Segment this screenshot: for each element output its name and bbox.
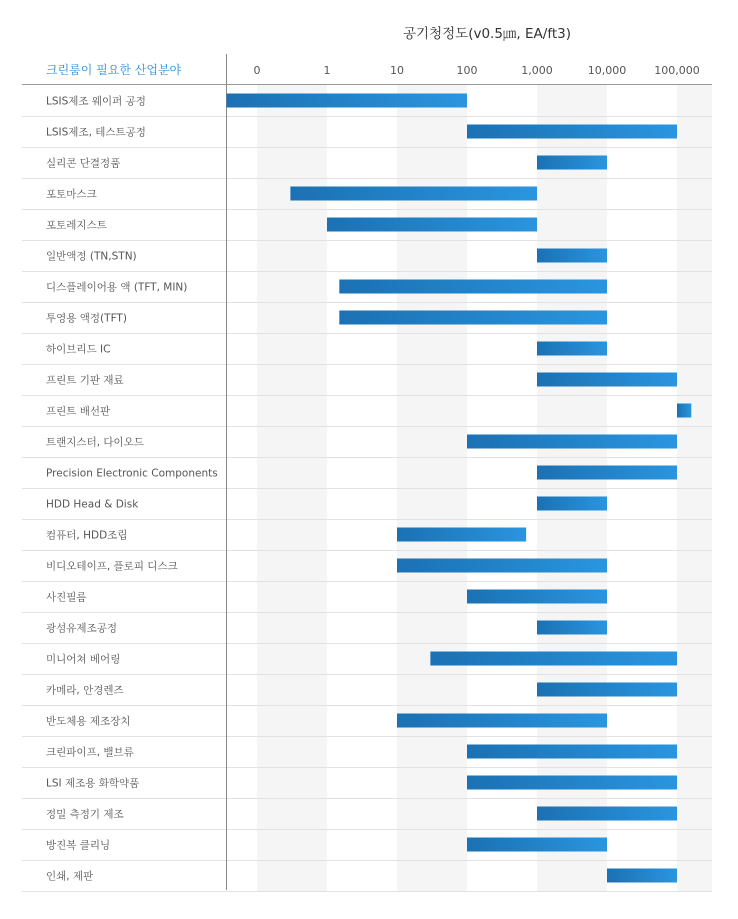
range-bar	[537, 683, 677, 697]
range-bar	[397, 559, 607, 573]
category-label: 크린파이프, 밸브류	[46, 746, 134, 759]
range-bar	[290, 187, 537, 201]
category-label: HDD Head & Disk	[46, 498, 139, 511]
category-label: LSIS제조, 테스트공정	[46, 126, 146, 139]
category-label: 프린트 배선판	[46, 405, 111, 418]
x-tick-label: 10,000	[587, 64, 627, 77]
range-bar	[537, 342, 607, 356]
range-bar	[537, 249, 607, 263]
range-bar	[537, 156, 607, 170]
range-bar	[327, 218, 537, 232]
x-tick-label: 0	[253, 64, 261, 77]
range-bar	[339, 280, 607, 294]
range-bar	[467, 838, 607, 852]
category-label: 하이브리드 IC	[46, 343, 111, 356]
category-label: 미니어쳐 베어링	[46, 653, 121, 666]
category-label: 카메라, 안경렌즈	[46, 684, 124, 697]
range-bar	[467, 435, 677, 449]
category-label: LSI 제조용 화학약품	[46, 777, 140, 790]
x-tick-label: 10	[390, 64, 404, 77]
x-tick-label: 1	[323, 64, 331, 77]
range-bar	[467, 590, 607, 604]
range-bar	[607, 869, 677, 883]
x-axis-ticks	[254, 64, 700, 77]
category-label: 사진필름	[46, 591, 87, 604]
range-bar	[397, 714, 607, 728]
range-bar	[537, 466, 677, 480]
x-tick-label: 100	[456, 64, 478, 77]
range-bar	[467, 776, 677, 790]
range-bar	[430, 652, 677, 666]
category-label: LSIS제조 웨이퍼 공정	[46, 95, 146, 108]
category-label: 일반액정 (TN,STN)	[46, 250, 137, 263]
chart-title: 공기청정도(v0.5㎛, EA/ft3)	[403, 26, 571, 42]
range-bar	[467, 745, 677, 759]
category-label: 반도체용 제조장치	[46, 715, 131, 728]
category-label: 정밀 측정기 제조	[46, 808, 124, 821]
category-label: 포토마스크	[46, 188, 97, 201]
category-label: 트랜지스터, 다이오드	[46, 436, 144, 449]
range-bar	[227, 94, 468, 108]
category-label: 인쇄, 제판	[46, 870, 94, 883]
category-label: 컴퓨터, HDD조립	[46, 529, 128, 542]
category-label: 디스플레이어용 액 (TFT, MIN)	[46, 281, 188, 294]
range-bar	[537, 807, 677, 821]
range-bar	[537, 621, 607, 635]
range-bar	[397, 528, 526, 542]
category-label: Precision Electronic Components	[46, 467, 218, 480]
range-bar	[537, 373, 677, 387]
category-label: 실리콘 단결정품	[46, 157, 121, 170]
x-tick-label: 100,000	[654, 64, 700, 77]
x-tick-label: 1,000	[521, 64, 553, 77]
category-label: 비디오테이프, 플로피 디스크	[46, 560, 178, 573]
range-bar	[677, 404, 691, 418]
category-header: 크린룸이 필요한 산업분야	[46, 63, 182, 77]
category-label: 포토레지스트	[46, 219, 107, 232]
range-bar	[467, 125, 677, 139]
category-label: 광섬유제조공정	[46, 622, 118, 635]
category-label: 투영용 액정(TFT)	[46, 312, 127, 325]
category-label: 프린트 기판 재료	[46, 374, 124, 387]
range-bar	[339, 311, 607, 325]
category-label: 방진복 클리닝	[46, 839, 111, 852]
range-bar	[537, 497, 607, 511]
